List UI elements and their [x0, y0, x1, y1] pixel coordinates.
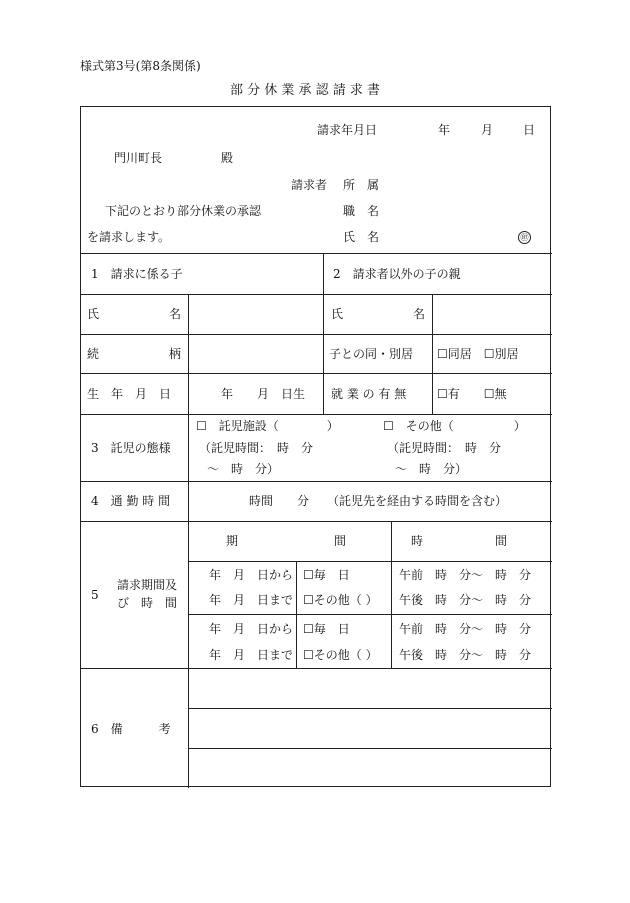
time-column-header: 時 間	[411, 534, 508, 548]
period-row-4-date: 年 月 日まで	[209, 648, 294, 662]
section4-label: 4 通 勤 時 間	[91, 494, 171, 508]
care-facility-option: ☐ 託児施設（ ）	[196, 419, 339, 433]
section2-title: 2 請求者以外の子の親	[333, 267, 461, 281]
commute-time-value: 時間 分 （託児先を経由する時間を含む）	[249, 494, 508, 508]
care-other-option: ☐ その他（ ）	[383, 419, 526, 433]
period-row-1-freq: ☐毎 日	[303, 568, 350, 582]
child-name-label: 氏	[87, 307, 100, 321]
section6-label: 6 備 考	[91, 722, 171, 736]
date-year: 年	[438, 123, 451, 137]
relation-label: 続	[87, 347, 100, 361]
body-text-line2: を請求します。	[87, 230, 171, 244]
document-title: 部 分 休 業 承 認 請 求 書	[230, 83, 381, 98]
parent-name-label2: 名	[413, 307, 426, 321]
period-row-2-date: 年 月 日まで	[209, 593, 294, 607]
date-day: 日	[523, 123, 536, 137]
period-column-header: 期 間	[226, 534, 347, 548]
parent-name-label: 氏	[331, 307, 344, 321]
position-label: 職 名	[343, 204, 380, 218]
birth-value: 年 月 日生	[221, 387, 306, 401]
period-row-3-time: 午前 時 分～ 時 分	[399, 622, 532, 636]
period-row-3-freq: ☐毎 日	[303, 622, 350, 636]
name-label: 氏 名	[343, 230, 380, 244]
cohabit-label: 子との同・別居	[329, 347, 414, 361]
affiliation-label: 所 属	[343, 178, 380, 192]
seal-mark	[518, 230, 531, 244]
period-row-1-date: 年 月 日から	[209, 568, 294, 582]
period-row-1-time: 午前 時 分～ 時 分	[399, 568, 532, 582]
period-row-2-time: 午後 時 分～ 時 分	[399, 593, 532, 607]
child-name-label2: 名	[169, 307, 182, 321]
work-label: 就 業 の 有 無	[331, 387, 407, 401]
body-text-line1: 下記のとおり部分休業の承認	[105, 204, 262, 218]
form-number: 様式第3号(第8条関係)	[80, 59, 201, 73]
cohabit-options: ☐同居 ☐別居	[437, 347, 519, 361]
section5-number: 5	[91, 588, 99, 602]
birth-label: 生 年 月 日	[87, 387, 172, 401]
seal-icon: ㊞	[518, 231, 531, 244]
section5-label-line2: び 時 間	[117, 596, 178, 610]
care-time-a: （託児時間： 時 分	[199, 441, 314, 455]
section3-label: 3 託児の態様	[91, 441, 171, 455]
period-row-3-date: 年 月 日から	[209, 622, 294, 636]
honorific: 殿	[221, 151, 234, 165]
period-row-4-time: 午後 時 分～ 時 分	[399, 648, 532, 662]
care-time-a-end: ～ 時 分）	[207, 462, 280, 476]
care-time-b-end: ～ 時 分）	[395, 462, 468, 476]
addressee: 門川町長	[114, 151, 163, 165]
section1-title: 1 請求に係る子	[91, 267, 183, 281]
requester-label: 請求者	[291, 178, 328, 192]
request-date-label: 請求年月日	[317, 123, 378, 137]
period-row-2-freq: ☐その他（ ）	[303, 593, 378, 607]
date-month: 月	[481, 123, 494, 137]
period-row-4-freq: ☐その他（ ）	[303, 648, 378, 662]
relation-label2: 柄	[169, 347, 182, 361]
request-form	[80, 106, 551, 787]
care-time-b: （託児時間： 時 分	[387, 441, 502, 455]
section5-label-line1: 請求期間及	[117, 578, 178, 592]
work-options: ☐有 ☐無	[437, 387, 507, 401]
